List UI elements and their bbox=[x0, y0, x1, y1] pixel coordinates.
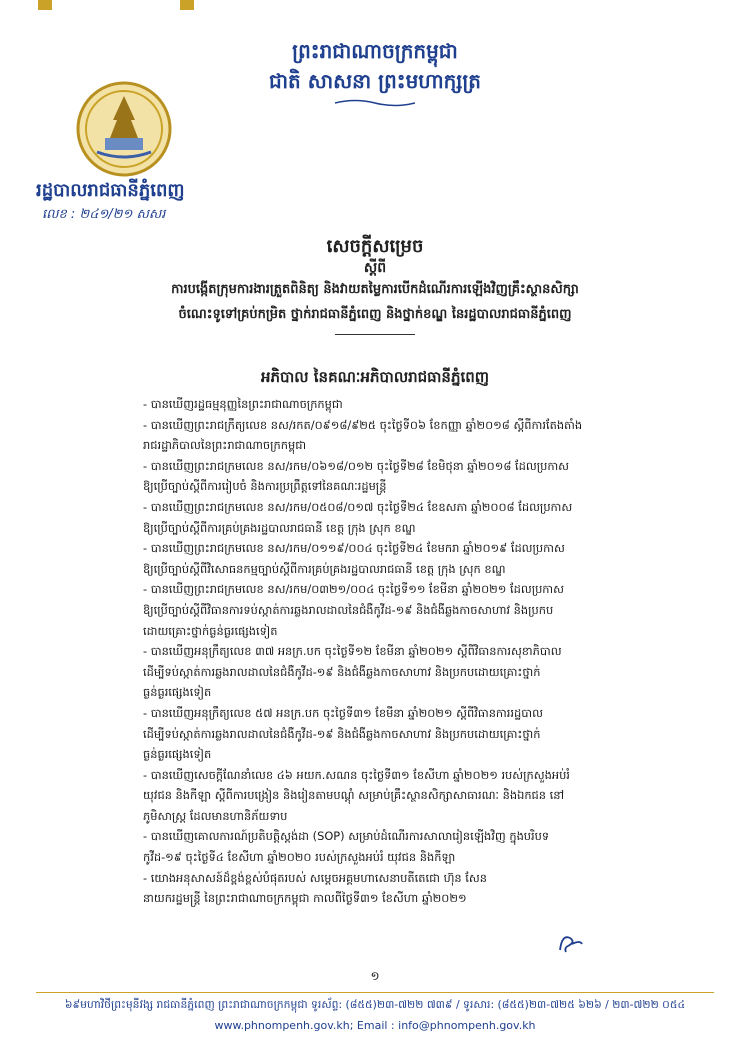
administration-name: រដ្ឋបាលរាជធានីភ្នំពេញ bbox=[36, 180, 185, 201]
clause-line: - បានឃើញគោលការណ៍ប្រតិបត្តិស្តង់ដា (SOP) សម្រាប់ដំណើរការសាលារៀនឡើងវិញ ក្នុងបរិបទ bbox=[143, 829, 550, 844]
issuing-authority: អភិបាល នៃគណៈអភិបាលរាជធានីភ្នំពេញ bbox=[260, 368, 490, 386]
reference-number: លេខ : ២៤១/២១ សសរ bbox=[42, 207, 166, 222]
clause-line: កូវីដ-១៩ ចុះថ្ងៃទី៤ ខែសីហា ឆ្នាំ២០២០ របស់ក្រសួងអប់រំ យុវជន និងកីឡា bbox=[143, 850, 456, 865]
clause bbox=[143, 456, 728, 497]
clause-line: - បានឃើញព្រះរាជក្រមលេខ នស/រកម/០១១៩/០០៤ ចុះថ្ងៃទី២៤ ខែមករា ឆ្នាំ២០១៩ ដែលប្រកាស bbox=[143, 541, 565, 556]
clause-line: - បានឃើញព្រះរាជក្រមលេខ នស/រកម/០៦១៨/០១២ ចុះថ្ងៃទី២៨ ខែមិថុនា ឆ្នាំ២០១៨ ដែលប្រកាស bbox=[143, 458, 570, 473]
clause-line: ដើម្បីទប់ស្កាត់ការឆ្លងរាលដាលនៃជំងឺកូវីដ-១៩ និងជំងឺឆ្លងកាចសាហាវ និងប្រកបដោយគ្រោះថ្នាក់ bbox=[143, 726, 541, 741]
decision-title: សេចក្ដីសម្រេច bbox=[326, 236, 424, 257]
clause-line: - បានឃើញព្រះរាជក្រមលេខ នស/រកម/០៣២១/០០៤ ចុះថ្ងៃទី១១ ខែមីនា ឆ្នាំ២០២១ ដែលប្រកាស bbox=[143, 582, 565, 597]
title-divider bbox=[335, 334, 415, 335]
kingdom-line-2: ជាតិ សាសនា ព្រះមហាក្សត្រ bbox=[269, 69, 481, 93]
kingdom-line-1: ព្រះរាជាណាចក្រកម្ពុជា bbox=[292, 39, 458, 63]
footer-divider bbox=[36, 992, 714, 993]
clause-line: ធ្ងន់ធ្ងរផ្សេងទៀត bbox=[143, 747, 212, 762]
clause bbox=[143, 538, 728, 579]
preamble-clauses bbox=[143, 394, 728, 909]
clause-line: - បានឃើញព្រះរាជក្រឹត្យលេខ នស/រកត/០៩១៨/៩២៥ ចុះថ្ងៃទី០៦ ខែកញ្ញា ឆ្នាំ២០១៨ ស្តីពីការតែងតាំង bbox=[143, 417, 583, 432]
clause bbox=[143, 868, 728, 909]
clause bbox=[143, 826, 728, 867]
clause-line: - យោងអនុសាសន៍ដ៏ខ្ពង់ខ្ពស់បំផុតរបស់ សម្ដេចអគ្គមហាសេនាបតីតេជោ ហ៊ុន សែន bbox=[143, 870, 487, 885]
clause bbox=[143, 641, 728, 703]
clause-line: ដើម្បីទប់ស្កាត់ការឆ្លងរាលដាលនៃជំងឺកូវីដ-១៩ និងជំងឺឆ្លងកាចសាហាវ និងប្រកបដោយគ្រោះថ្នាក់ bbox=[143, 664, 541, 679]
clause-line: ឱ្យប្រើច្បាប់ស្ដីពីការគ្រប់គ្រងរដ្ឋបាលរាជធានី ខេត្ត ក្រុង ស្រុក ខណ្ឌ bbox=[143, 520, 416, 535]
clause-line: ភូមិសាស្ត្រ ដែលមានហានិភ័យទាប bbox=[143, 808, 288, 823]
clause-line: ដោយគ្រោះថ្នាក់ធ្ងន់ធ្ងរផ្សេងទៀត bbox=[143, 623, 278, 638]
phnom-penh-seal bbox=[75, 80, 173, 178]
top-mark-left bbox=[38, 0, 52, 10]
footer-contact: www.phnompenh.gov.kh; Email : info@phnompenh.gov.kh bbox=[214, 1019, 536, 1032]
initials-mark bbox=[556, 930, 586, 956]
clause bbox=[143, 394, 728, 415]
clause-line: រាជរដ្ឋាភិបាលនៃព្រះរាជាណាចក្រកម្ពុជា bbox=[143, 438, 307, 453]
page-number: ១ bbox=[370, 969, 380, 983]
clause bbox=[143, 765, 728, 827]
decision-subject-line-2: ចំណេះទូទៅគ្រប់កម្រិត ថ្នាក់រាជធានីភ្នំពេញ និងថ្នាក់ខណ្ឌ នៃរដ្ឋបាលរាជធានីភ្នំពេញ bbox=[178, 307, 572, 322]
clause-line: ធ្ងន់ធ្ងរផ្សេងទៀត bbox=[143, 685, 212, 700]
clause-line: នាយករដ្ឋមន្ត្រី នៃព្រះរាជាណាចក្រកម្ពុជា កាលពីថ្ងៃទី៣១ ខែសីហា ឆ្នាំ២០២១ bbox=[143, 891, 467, 906]
footer-address: ៦៩មហាវិថីព្រះមុនីវង្ស រាជធានីភ្នំពេញ ព្រះរាជាណាចក្រកម្ពុជា ទូរស័ព្ទ: (៨៥៥)២៣-៧២២ ៧៣៩ / ទូរសារ: (៨៥៥)២៣-៧២៥ ៦២៦ / ២៣-៧២២ ០៥៤ bbox=[64, 998, 686, 1011]
decision-subject-line-1: ការបង្កើតក្រុមការងារត្រួតពិនិត្យ និងវាយតម្លៃការបើកដំណើរការឡើងវិញគ្រឹះស្ថានសិក្សា bbox=[171, 282, 579, 297]
clause bbox=[143, 497, 728, 538]
decision-subject-label: ស្ដីពី bbox=[363, 260, 387, 276]
clause bbox=[143, 415, 728, 456]
clause-line: - បានឃើញសេចក្ដីណែនាំលេខ ៤៦ អយក.សណន ចុះថ្ងៃទី៣១ ខែសីហា ឆ្នាំ២០២១ របស់ក្រសួងអប់រំ bbox=[143, 767, 570, 782]
clause-line: ឱ្យប្រើច្បាប់ស្ដីពីការរៀបចំ និងការប្រព្រឹត្តទៅនៃគណៈរដ្ឋមន្ត្រី bbox=[143, 479, 387, 494]
clause-line: - បានឃើញព្រះរាជក្រមលេខ នស/រកម/០៥០៨/០១៧ ចុះថ្ងៃទី២៤ ខែឧសភា ឆ្នាំ២០០៨ ដែលប្រកាស bbox=[143, 499, 573, 514]
clause-line: យុវជន និងកីឡា ស្ដីពីការបង្រៀន និងរៀនតាមបណ្ដុំ សម្រាប់គ្រឹះស្ថានសិក្សាសាធារណៈ និងឯកជន នៅ bbox=[143, 788, 565, 803]
clause-line: - បានឃើញរដ្ឋធម្មនុញ្ញនៃព្រះរាជាណាចក្រកម្ពុជា bbox=[143, 397, 343, 411]
ornament-divider bbox=[335, 98, 415, 108]
clause-line: ឱ្យប្រើច្បាប់ស្ដីពីវិសោធនកម្មច្បាប់ស្ដីពីការគ្រប់គ្រងរដ្ឋបាលរាជធានី ខេត្ត ក្រុង ស្រុក ខណ្ឌ bbox=[143, 561, 506, 576]
clause-line: - បានឃើញអនុក្រឹត្យលេខ ៣៧ អនក្រ.បក ចុះថ្ងៃទី១២ ខែមីនា ឆ្នាំ២០២១ ស្ដីពីវិធានការសុខាភិបាល bbox=[143, 644, 562, 659]
top-mark-right bbox=[180, 0, 194, 10]
clause-line: - បានឃើញអនុក្រឹត្យលេខ ៥៧ អនក្រ.បក ចុះថ្ងៃទី៣១ ខែមីនា ឆ្នាំ២០២១ ស្ដីពីវិធានការរដ្ឋបាល bbox=[143, 705, 543, 720]
clause bbox=[143, 703, 728, 765]
clause bbox=[143, 579, 728, 641]
clause-line: ឱ្យប្រើច្បាប់ស្ដីពីវិធានការទប់ស្កាត់ការឆ្លងរាលដាលនៃជំងឺកូវីដ-១៩ និងជំងឺឆ្លងកាចសាហាវ និងប្រកប bbox=[143, 602, 554, 617]
